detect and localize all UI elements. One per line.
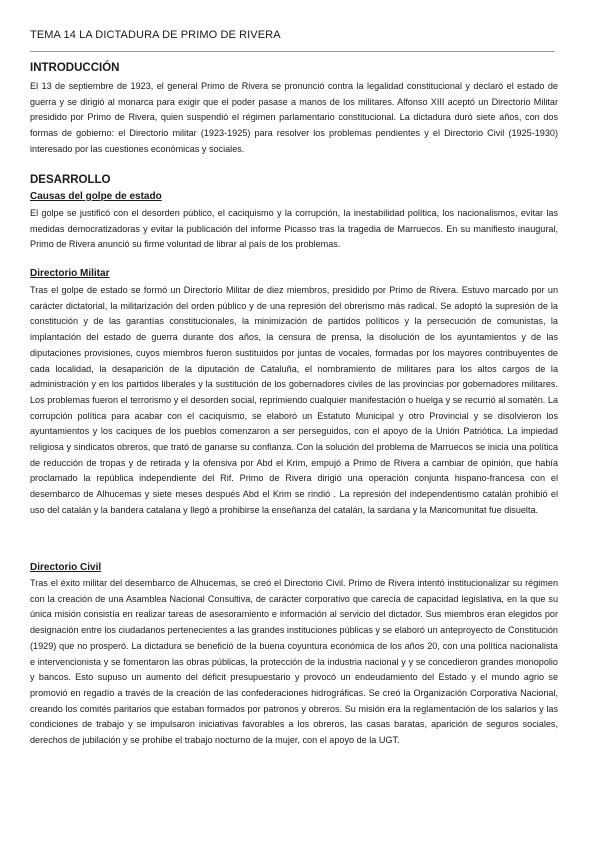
introduccion-heading: INTRODUCCIÓN (30, 62, 120, 74)
directorio-civil-heading: Directorio Civil (30, 562, 102, 573)
directorio-militar-paragraph: Tras el golpe de estado se formó un Directorio Militar de diez miembros, presidido por Primo de Rivera. Estuvo marcado por un carácter dictatorial, la militarización del orden público y de una represión del obrerismo más radical. Se adoptó la supresión de la constitución y de las garantías constitucionales, la minimización de partidos políticos y la persecución de comunistas, la implantación del estado de guerra durante dos años, la censura de prensa, la disolución de los ayuntamientos y de las diputaciones provisiones, cuyos miembros fueron sustituidos por juntas de vocales, formadas por los mayores contribuyentes de cada localidad, la desaparición de la diputación de Cataluña, el nombramiento de militares para los altos cargos de la administración y en los partidos liberales y la sustitución de los gobernadores civiles de las provincias por gobernadores militares. Los problemas fueron el terrorismo y el desorden social, reprimiendo cualquier manifestación o huelga y se recurrió al somatén. La corrupción política para acabar con el caciquismo, se elaboró un Estatuto Municipal y otro Provincial y se disolvieron los ayuntamientos y los caciques de los pueblos comenzaron a ser perseguidos, con el apoyo de la Unión Patriótica. La impiedad religiosa y sindicatos obreros, que trató de ganarse su confianza. Con la solución del problema de Marruecos se inicia una política de reducción de tropas y de retirada y la ofensiva por Abd el Krim, empujó a Primo de Rivera a cambiar de opinión, que había proclamado la república independiente del Rif. Primo de Rivera dirigió una operación conjunta hispano-francesa con el desembarco de Alhucemas y siete meses después Abd el Krim se rindió . La represión del independentismo catalán prohibió el uso del catalán y la bandera catalana y llegó a prohibirse la enseñanza del catalán, la sardana y la Mancomunitat fue disuelta. (30, 285, 558, 515)
directorio-militar-heading: Directorio Militar (30, 268, 110, 279)
directorio-civil-paragraph: Tras el éxito militar del desembarco de Alhucemas, se creó el Directorio Civil. Primo de Rivera intentó institucionalizar su régimen con la creación de una Asamblea Nacional Consultiva, de carácter corporativo que carecía de capacidad legislativa, en la que su única misión consistía en realizar tareas de asesoramiento e información al servicio del dictador. Sus miembros eran elegidos por designación entre los ciudadanos pertenecientes a las grandes instituciones públicas y se elaboró un anteproyecto de Constitución (1929) que no prosperó. La dictadura se benefició de la buena coyuntura económica de los años 20, con una política nacionalista e intervencionista y se fomentaron las obras públicas, la protección de la industria nacional y y se concedieron grandes monopolio y bancos. Esto supuso un aumento del déficit presupuestario y provocó un endeudamiento del Estado y el mundo agrio se promovió en regadío a través de la creación de las confederaciones hidrográficas. Se creó la Organización Corporativa Nacional, creando los comités paritarios que estaban formados por patronos y obreros. Su misión era la reglamentación de los salarios y las condiciones de trabajo y se impulsaron iniciativas favorables a los obreros, las casas baratas, aparición de seguros sociales, derechos de jubilación y se prohibe el trabajo nocturno de la mujer, con el apoyo de la UGT. (30, 578, 558, 746)
causas-heading: Causas del golpe de estado (30, 191, 162, 202)
title-divider (30, 51, 555, 52)
document-title: TEMA 14 LA DICTADURA DE PRIMO DE RIVERA (30, 29, 281, 41)
introduccion-paragraph: El 13 de septiembre de 1923, el general Primo de Rivera se pronunció contra la legalidad constitucional y declaró el estado de guerra y se dirigió al monarca para exigir que el poder pasase a manos de los militares. Alfonso XIII aceptó un Directorio Militar presidido por Primo de Rivera, quien suspendió el régimen parlamentario constitucional. La dictadura duró siete años, con dos formas de gobierno: el Directorio militar (1923-1925) para resolver los problemas pendientes y el Directorio Civil (1925-1930) interesado por las cuestiones económicas y sociales. (30, 81, 558, 154)
causas-paragraph: El golpe se justificó con el desorden público, el caciquismo y la corrupción, la inestabilidad política, los nacionalismos, evitar las medidas democratizadoras y evitar la publicación del informe Picasso tras la tragedia de Marruecos. En su manifiesto inaugural, Primo de Rivera anunció su firme voluntad de librar al país de los problemas. (30, 208, 558, 250)
desarrollo-heading: DESARROLLO (30, 174, 111, 186)
